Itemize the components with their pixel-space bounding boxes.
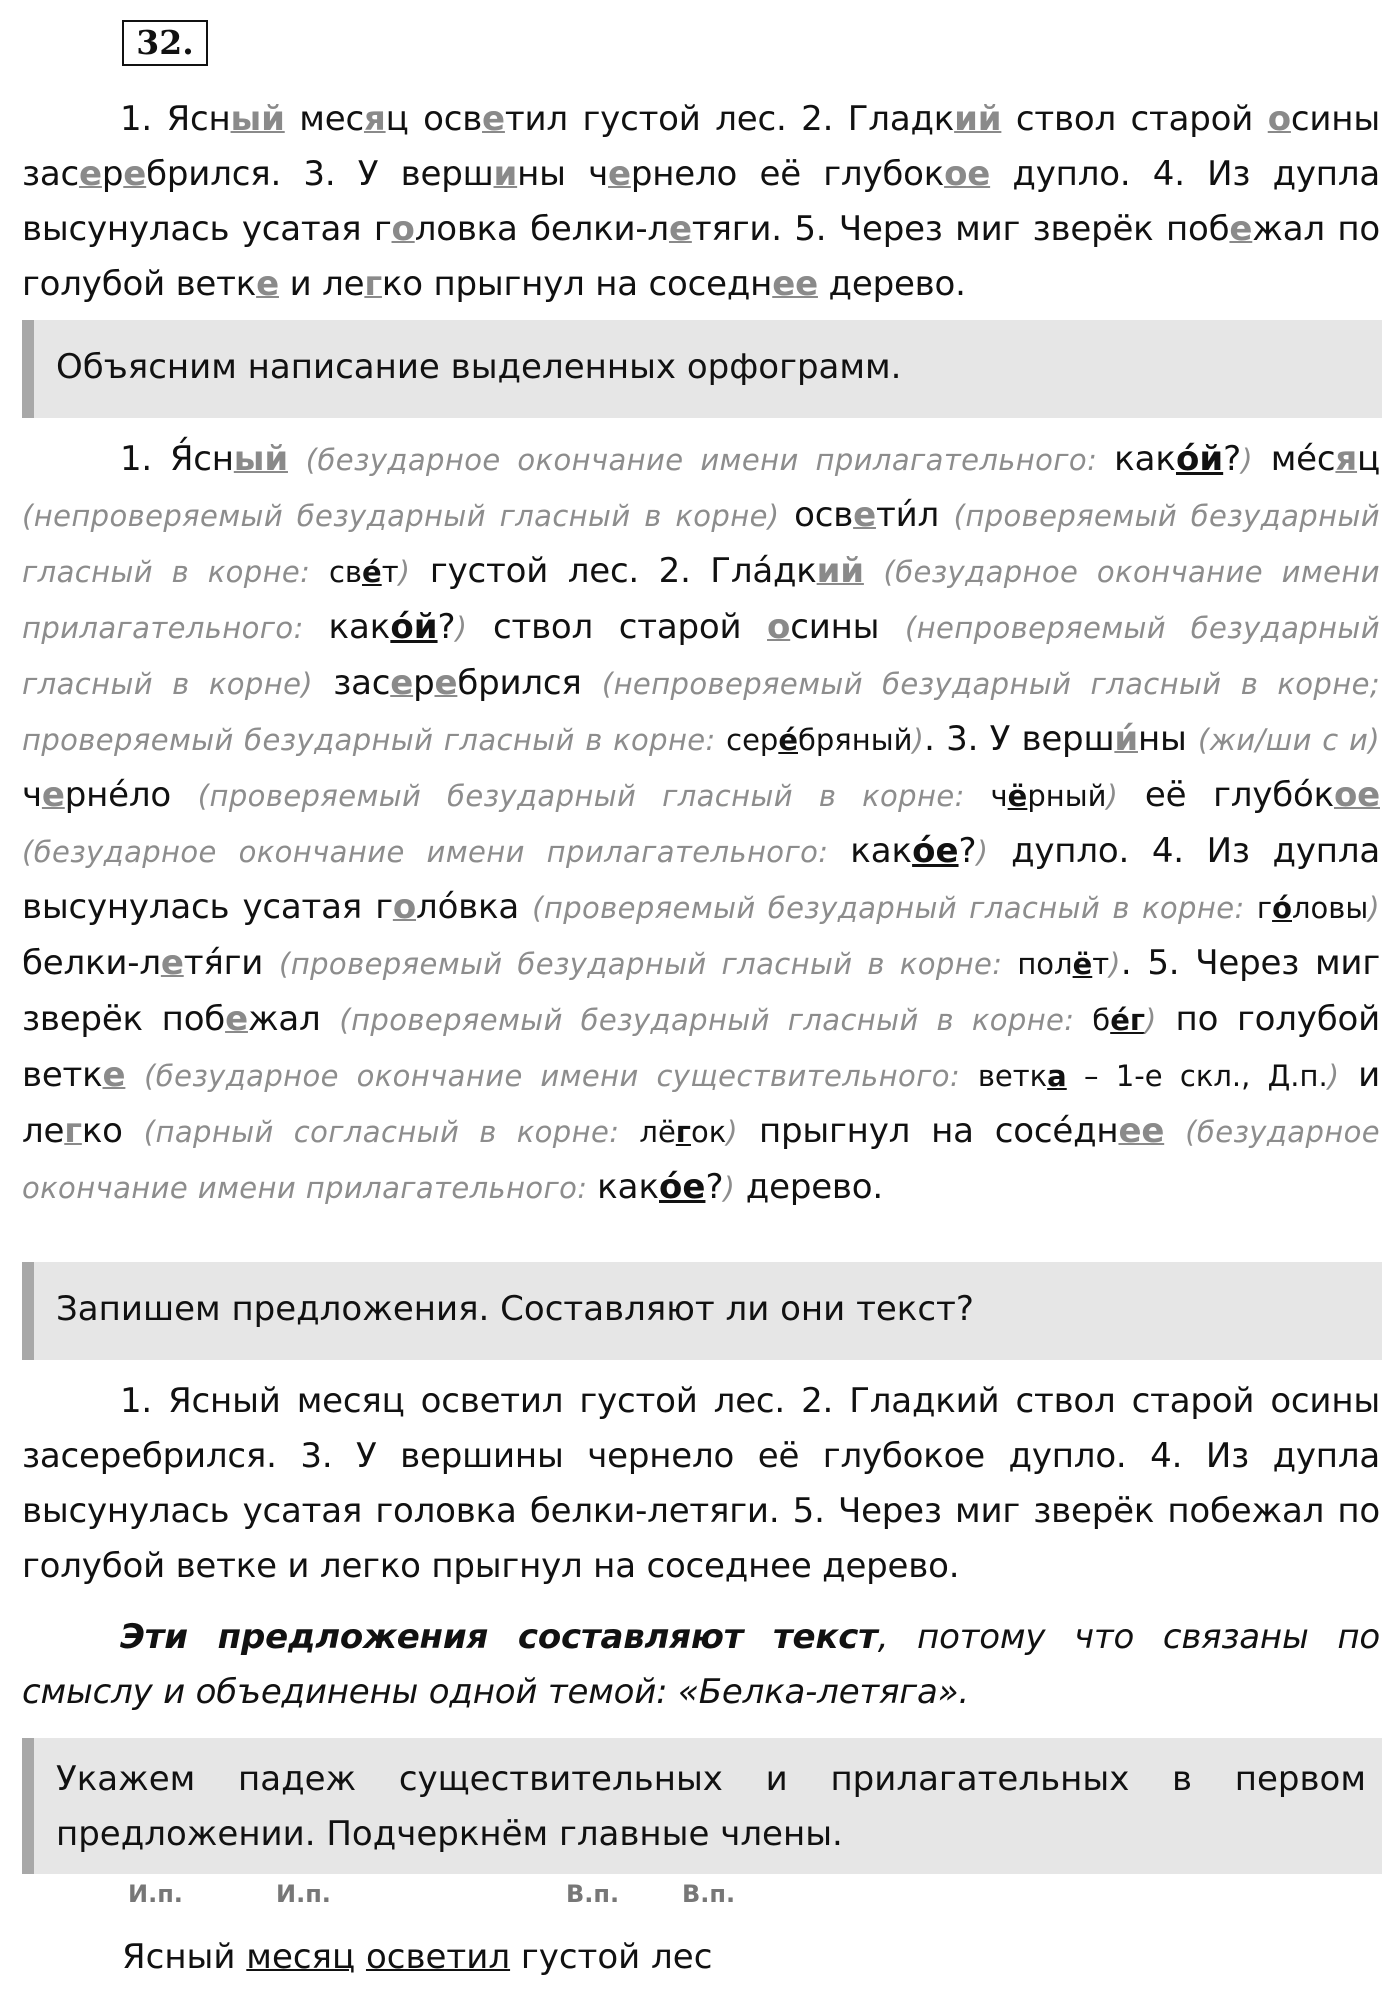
analyzed-sentence: Ясный месяц осветил густой лес xyxy=(122,1937,713,1977)
case-label: И.п. xyxy=(276,1880,331,1908)
rewritten-text: 1. Ясный месяц осветил густой лес. 2. Гладкий ствол старой осины засеребрился. 3. У вершины чернело её глубокое дупло. 4. Из дупла высунулась усатая головка белки-летяги. 5. Через миг зверёк побежал по голубой ветке и легко прыгнул на соседнее дерево. xyxy=(22,1381,1380,1586)
case-label: В.п. xyxy=(682,1880,736,1908)
exercise-number: 32. xyxy=(122,20,208,66)
subject: месяц xyxy=(246,1937,356,1977)
task-text: 1. Ясный месяц осветил густой лес. 2. Гладкий ствол старой осины засеребрился. 3. У вершины чернело её глубокое дупло. 4. Из дупла высунулась усатая головка белки-летяги. 5. Через миг зверёк побежал по голубой ветке и легко прыгнул на соседнее дерево. xyxy=(22,99,1380,304)
predicate: осветил xyxy=(365,1937,511,1977)
answer-text: Эти предложения составляют текст, потому что связаны по смыслу и объединены одной темой: «Белка-летяга». xyxy=(22,1617,1380,1712)
case-label: И.п. xyxy=(128,1880,183,1908)
prompt-explain: Объясним написание выделенных орфограмм. xyxy=(22,320,1382,418)
case-label: В.п. xyxy=(566,1880,620,1908)
prompt-write: Запишем предложения. Составляют ли они текст? xyxy=(22,1262,1382,1360)
explanation-text: 1. Я́сный (безударное окончание имени прилагательного: како́й?) ме́сяц (непроверяемый безударный гласный в корне) освети́л (проверяемый безударный гласный в корне: све́т) густой лес. 2. Гла́дкий (безударное окончание имени прилагательного: како́й?) ствол старой осины (непроверяемый безударный гласный в корне) засеребрился (непроверяемый безударный гласный в корне; проверяемый безударный гласный в корне: сере́бряный). 3. У верши́ны (жи/ши с и) черне́ло (проверяемый безударный гласный в корне: чёрный) её глубо́кое (безударное окончание имени прилагательного: како́е?) дупло. 4. Из дупла высунулась усатая голо́вка (проверяемый безударный гласный в корне: го́ловы) белки-летя́ги (проверяемый безударный гласный в корне: полёт). 5. Через миг зверёк побежал (проверяемый безударный гласный в корне: бе́г) по голубой ветке (безударное окончание имени существительного: ветка – 1-е скл., Д.п.) и легко (парный согласный в корне: лёгок) прыгнул на сосе́днее (безударное окончание имени прилагательного: како́е?) дерево. xyxy=(22,439,1381,1207)
prompt-cases: Укажем падеж существительных и прилагательных в первом предложении. Подчеркнём главные члены. xyxy=(22,1738,1382,1874)
